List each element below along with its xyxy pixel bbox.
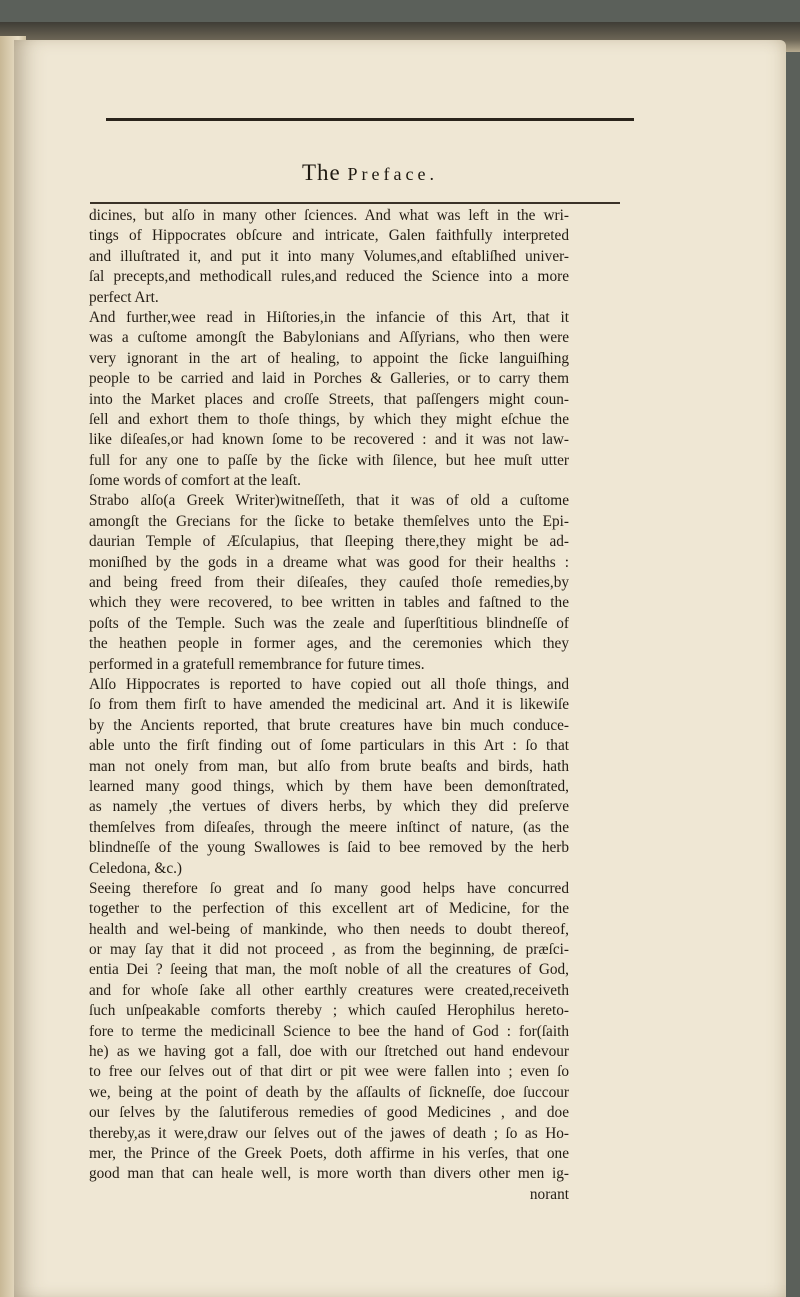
text-line: which they were recovered, to bee written in tables and faſtned to the bbox=[89, 594, 569, 612]
text-line: entia Dei ? ſeeing that man, the moſt noble of all the creatures of God, bbox=[89, 961, 569, 979]
text-line: health and wel-being of mankinde, who then needs to doubt thereof, bbox=[89, 920, 569, 938]
text-line: and illuſtrated it, and put it into many Volumes,and eſtabliſhed univer- bbox=[89, 247, 569, 265]
text-line: ſo from them firſt to have amended the medicinal art. And it is likewiſe bbox=[89, 696, 569, 714]
text-line: and being freed from their diſeaſes, they cauſed thoſe remedies,by bbox=[89, 574, 569, 592]
text-line: as namely ,the vertues of divers herbs, by which they did preſerve bbox=[89, 798, 569, 816]
text-line: man not onely from man, but alſo from brute beaſts and birds, hath bbox=[89, 757, 569, 775]
text-line: like diſeaſes,or had known ſome to be recovered : and it was not law- bbox=[89, 431, 569, 449]
text-line: Celedona, &c.) bbox=[89, 859, 183, 877]
text-line: performed in a gratefull remembrance for future times. bbox=[89, 655, 425, 673]
text-line: themſelves from diſeaſes, through the meere inſtinct of nature, (as the bbox=[89, 818, 569, 836]
text-line: good man that can heale well, is more worth than divers other men ig- bbox=[89, 1165, 569, 1183]
text-line: full for any one to paſſe by the ſicke with ſilence, but hee muſt utter bbox=[89, 451, 569, 469]
text-line: amongſt the Grecians for the ſicke to betake themſelves unto the Epi- bbox=[89, 512, 569, 530]
text-line: thereby,as it were,draw our ſelves out of the jawes of death ; ſo as Ho- bbox=[89, 1124, 569, 1142]
text-line: was a cuſtome amongſt the Babylonians and Aſſyrians, who then were bbox=[89, 329, 569, 347]
text-line: very ignorant in the art of healing, to appoint the ſicke languiſhing bbox=[89, 349, 569, 367]
running-head-title: Preface. bbox=[347, 164, 438, 184]
text-line: norant bbox=[529, 1185, 569, 1203]
text-line: daurian Temple of Æſculapius, that ſleeping there,they might be ad- bbox=[89, 533, 569, 551]
text-line: dicines, but alſo in many other ſciences. And what was left in the wri- bbox=[89, 207, 569, 224]
text-line: and for whoſe ſake all other earthly creatures were created,receiveth bbox=[89, 981, 569, 999]
text-line: the heathen people in former ages, and the ceremonies which they bbox=[89, 635, 569, 653]
text-line: fore to terme the medicinall Science to bee the hand of God : for(ſaith bbox=[89, 1022, 569, 1040]
text-line: by the Ancients reported, that brute creatures have bin much conduce- bbox=[89, 716, 569, 734]
text-line: he) as we having got a fall, doe with our ſtretched out hand endevour bbox=[89, 1043, 569, 1061]
text-line: blindneſſe of the young Swallowes is ſaid to bee removed by the herb bbox=[89, 839, 569, 857]
text-line: learned many good things, which by them have been demonſtrated, bbox=[89, 777, 569, 795]
text-line: to free our ſelves out of that dirt or pit wee were fallen into ; even ſo bbox=[89, 1063, 569, 1081]
text-line: into the Market places and croſſe Streets, that paſſengers might coun- bbox=[89, 390, 569, 408]
preface-body-text bbox=[89, 206, 569, 1205]
text-line: people to be carried and laid in Porches & Galleries, or to carry them bbox=[89, 370, 569, 388]
text-line: Seeing therefore ſo great and ſo many good helps have concurred bbox=[89, 879, 569, 897]
text-line: ſome words of comfort at the leaſt. bbox=[89, 472, 301, 490]
header-rule bbox=[90, 202, 620, 204]
text-line: ſal precepts,and methodicall rules,and reduced the Science into a more bbox=[89, 268, 569, 286]
running-head bbox=[106, 160, 634, 186]
text-line: ſell and exhort them to thoſe things, by which they might eſchue the bbox=[89, 410, 569, 428]
text-line: ſuch unſpeakable comforts thereby ; which cauſed Herophilus hereto- bbox=[89, 1002, 569, 1020]
text-line: our ſelves by the ſalutiferous remedies of good Medicines , and doe bbox=[89, 1104, 569, 1122]
text-line: Strabo alſo(a Greek Writer)witneſſeth, that it was of old a cuſtome bbox=[89, 492, 569, 510]
text-line: perfect Art. bbox=[89, 288, 159, 306]
top-rule bbox=[106, 118, 634, 121]
text-line: mer, the Prince of the Greek Poets, doth affirme in his verſes, that one bbox=[89, 1144, 569, 1162]
running-head-prefix: The bbox=[302, 160, 348, 185]
text-line: tings of Hippocrates obſcure and intricate, Galen faithfully interpreted bbox=[89, 227, 569, 245]
text-line: we, being at the point of death by the aſſaults of ſickneſſe, doe ſuccour bbox=[89, 1083, 569, 1101]
text-line: moniſhed by the gods in a dreame what was good for their healths : bbox=[89, 553, 569, 571]
text-line: able unto the firſt finding out of ſome particulars in this Art : ſo that bbox=[89, 737, 569, 755]
text-line: Alſo Hippocrates is reported to have copied out all thoſe things, and bbox=[89, 675, 569, 693]
text-line: together to the perfection of this excellent art of Medicine, for the bbox=[89, 900, 569, 918]
text-line: And further,wee read in Hiſtories,in the infancie of this Art, that it bbox=[89, 308, 569, 326]
text-line: poſts of the Temple. Such was the zeale and ſuperſtitious blindneſſe of bbox=[89, 614, 569, 632]
text-line: or may ſay that it did not proceed , as from the beginning, de præſci- bbox=[89, 941, 569, 959]
